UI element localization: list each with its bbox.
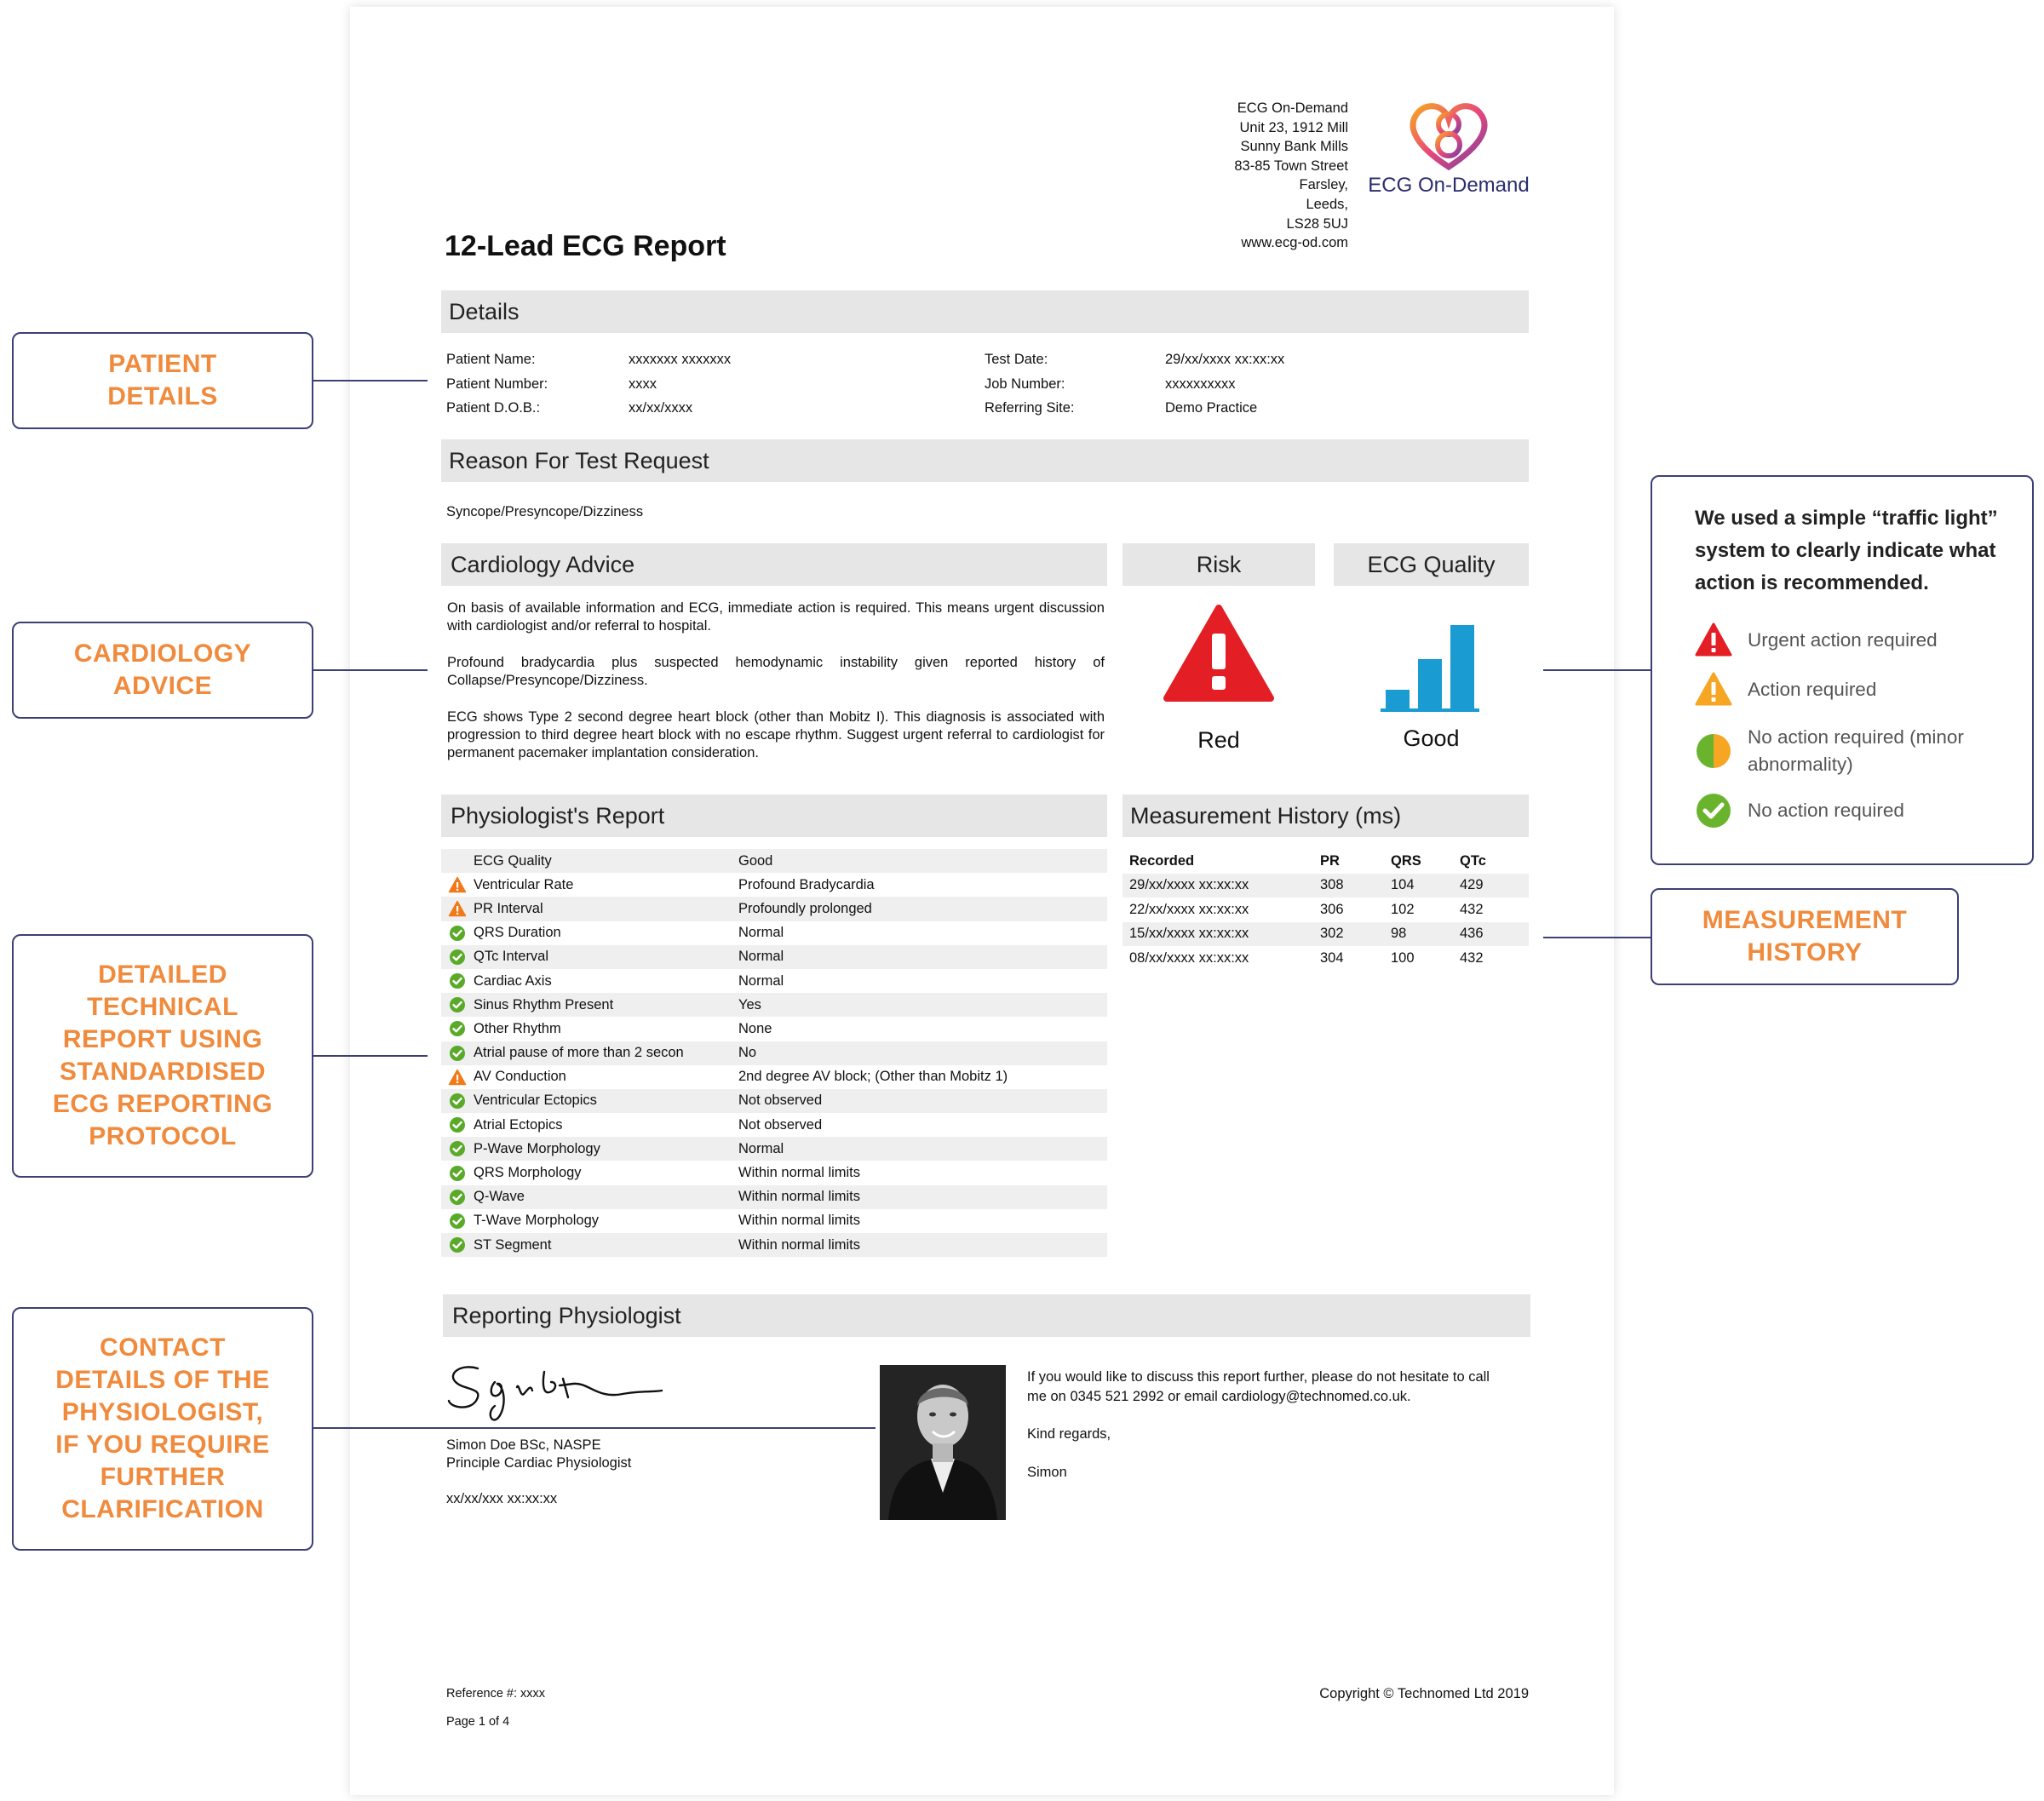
connector-line xyxy=(313,669,428,671)
history-table xyxy=(1122,849,1529,971)
status-cell xyxy=(441,849,474,873)
callout-measurement-history: MEASUREMENT HISTORY xyxy=(1651,888,1959,985)
legend-label: No action required (minor abnormality) xyxy=(1748,726,1964,775)
check-icon xyxy=(441,1093,474,1110)
status-cell xyxy=(441,873,474,897)
report-item-name: ST Segment xyxy=(474,1233,738,1257)
report-item-name: PR Interval xyxy=(474,897,738,921)
report-item-name: T-Wave Morphology xyxy=(474,1213,600,1229)
status-cell xyxy=(441,1137,474,1161)
advice-heading: Cardiology Advice xyxy=(441,543,1107,586)
half-circle-icon xyxy=(1695,732,1732,770)
detail-row xyxy=(446,347,731,372)
history-cell: 102 xyxy=(1391,901,1415,917)
address-line: Leeds, xyxy=(1306,196,1348,212)
reason-heading: Reason For Test Request xyxy=(441,439,1529,482)
legend-label: Urgent action required xyxy=(1748,629,1938,651)
detail-row xyxy=(985,347,1284,372)
status-cell xyxy=(441,993,474,1017)
table-row xyxy=(441,1161,1107,1184)
report-item-value: No xyxy=(738,1041,1107,1065)
detail-value: xxxxxxxxxx xyxy=(1165,376,1236,392)
check-icon xyxy=(441,1213,474,1230)
report-item-name: Sinus Rhythm Present xyxy=(474,993,738,1017)
table-row xyxy=(441,1185,1107,1209)
advice-paragraph: ECG shows Type 2 second degree heart block (other than Mobitz I). This diagnosis is associated with progression to third degree heart block with no escape rhythm. Suggest urgent referral to cardiologist for permanent pacemaker implantation consideration. xyxy=(447,708,1105,761)
connector-line xyxy=(1543,937,1651,938)
report-item-value: Within normal limits xyxy=(738,1165,861,1181)
history-cell: 306 xyxy=(1320,901,1344,917)
report-item-name: Q-Wave xyxy=(474,1185,738,1209)
warning-icon xyxy=(441,900,474,917)
callout-cardiology-advice: CARDIOLOGY ADVICE xyxy=(12,622,313,719)
detail-row xyxy=(446,372,731,397)
report-table xyxy=(441,849,1107,1257)
status-cell xyxy=(441,1185,474,1209)
address-line: Farsley, xyxy=(1299,177,1348,193)
physiologist-info xyxy=(446,1437,631,1508)
advice-paragraph: On basis of available information and ECG, immediate action is required. This means urgent discussion with cardiologist and/or referral to hospital. xyxy=(447,600,1105,634)
history-cell: 308 xyxy=(1320,874,1391,898)
report-page xyxy=(350,7,1614,1795)
table-row xyxy=(441,1041,1107,1065)
physiologist-role: Principle Cardiac Physiologist xyxy=(446,1455,632,1471)
report-item-value: None xyxy=(738,1020,772,1036)
detail-label: Patient Number: xyxy=(446,376,548,392)
report-item-name: AV Conduction xyxy=(474,1069,566,1085)
callout-technical-report: DETAILED TECHNICAL REPORT USING STANDARDISED ECG REPORTING PROTOCOL xyxy=(12,934,313,1178)
green-check-icon xyxy=(1695,792,1732,829)
table-row xyxy=(441,1113,1107,1137)
column-header: QTc xyxy=(1460,852,1486,869)
table-row xyxy=(441,849,1107,873)
report-item-name: ECG Quality xyxy=(474,849,738,873)
report-item-value: Yes xyxy=(738,993,1107,1017)
connector-line xyxy=(1543,669,1651,671)
history-cell: 15/xx/xxxx xx:xx:xx xyxy=(1122,922,1320,947)
logo-heart-icon xyxy=(1364,92,1534,174)
reason-text: Syncope/Presyncope/Dizziness xyxy=(446,504,644,519)
report-item-name: Ventricular Rate xyxy=(474,876,574,892)
history-cell: 08/xx/xxxx xx:xx:xx xyxy=(1129,949,1249,966)
legend-item-action xyxy=(1695,671,1876,708)
status-cell xyxy=(441,897,474,921)
status-cell xyxy=(441,921,474,945)
history-cell: 22/xx/xxxx xx:xx:xx xyxy=(1129,901,1249,917)
red-warning-icon xyxy=(1695,622,1732,659)
status-cell xyxy=(441,1065,474,1089)
table-row xyxy=(441,921,1107,945)
orange-warning-icon xyxy=(1695,671,1732,708)
status-cell xyxy=(441,1233,474,1257)
table-row xyxy=(441,945,1107,969)
address-line: Unit 23, 1912 Mill xyxy=(1239,119,1348,135)
detail-value: 29/xx/xxxx xx:xx:xx xyxy=(1165,352,1285,367)
company-address xyxy=(1159,99,1348,253)
callout-patient-details: PATIENT DETAILS xyxy=(12,332,313,429)
detail-label: Patient Name: xyxy=(446,352,536,367)
connector-line xyxy=(313,380,428,381)
connector-line xyxy=(313,1055,428,1057)
check-icon xyxy=(441,972,474,989)
history-heading: Measurement History (ms) xyxy=(1122,794,1529,837)
column-header: QRS xyxy=(1391,852,1421,869)
detail-row xyxy=(985,372,1284,397)
table-row xyxy=(1122,946,1529,971)
physiologist-name: Simon Doe BSc, NASPE xyxy=(446,1437,601,1453)
detail-label: Job Number: xyxy=(985,376,1065,392)
reference-number: Reference #: xxxx xyxy=(446,1687,546,1701)
traffic-light-legend xyxy=(1651,475,2034,865)
address-line: www.ecg-od.com xyxy=(1241,235,1348,251)
copyright: Copyright © Technomed Ltd 2019 xyxy=(1319,1686,1529,1701)
quality-heading: ECG Quality xyxy=(1334,543,1529,586)
report-item-value: Profound Bradycardia xyxy=(738,876,875,892)
risk-warning-icon xyxy=(1163,603,1274,705)
report-item-name: Atrial pause of more than 2 secon xyxy=(474,1041,738,1065)
detail-row xyxy=(985,396,1284,421)
table-row xyxy=(441,897,1107,921)
history-cell: 436 xyxy=(1460,922,1529,947)
report-item-name: Other Rhythm xyxy=(474,1020,561,1036)
report-item-name: QRS Duration xyxy=(474,925,561,941)
check-icon xyxy=(441,1165,474,1182)
report-item-value: Within normal limits xyxy=(738,1233,1107,1257)
history-cell: 100 xyxy=(1391,949,1415,966)
regards-text: Kind regards, xyxy=(1027,1426,1111,1443)
table-row xyxy=(441,1065,1107,1089)
report-item-value: Within normal limits xyxy=(738,1185,1107,1209)
history-cell: 29/xx/xxxx xx:xx:xx xyxy=(1122,874,1320,898)
status-cell xyxy=(441,1209,474,1233)
check-icon xyxy=(441,1020,474,1037)
table-row xyxy=(1122,922,1529,947)
risk-heading: Risk xyxy=(1122,543,1315,586)
report-item-value: Not observed xyxy=(738,1089,1107,1113)
report-item-value: Not observed xyxy=(738,1116,823,1133)
status-cell xyxy=(441,1089,474,1113)
status-cell xyxy=(441,945,474,969)
status-cell xyxy=(441,1017,474,1041)
report-item-name: QTc Interval xyxy=(474,945,738,969)
table-row xyxy=(441,873,1107,897)
address-line: LS28 5UJ xyxy=(1286,215,1348,232)
check-icon xyxy=(441,996,474,1013)
table-row xyxy=(441,1137,1107,1161)
report-item-name: QRS Morphology xyxy=(474,1165,582,1181)
message-text: If you would like to discuss this report further, please do not hesitate to call me on 0345 521 2992 or email cardiology@technomed.co.uk. xyxy=(1027,1369,1490,1404)
legend-item-minor xyxy=(1695,724,2001,778)
check-icon xyxy=(441,1236,474,1253)
detail-label: Patient D.O.B.: xyxy=(446,400,541,416)
column-header: Recorded xyxy=(1129,852,1195,869)
callout-contact-details: CONTACT DETAILS OF THE PHYSIOLOGIST, IF YOU REQUIRE FURTHER CLARIFICATION xyxy=(12,1307,313,1551)
history-cell: 104 xyxy=(1391,874,1460,898)
report-item-value: Normal xyxy=(738,925,784,941)
address-line: ECG On-Demand xyxy=(1237,100,1348,116)
history-cell: 304 xyxy=(1320,949,1344,966)
history-cell: 429 xyxy=(1460,874,1529,898)
physiologist-photo xyxy=(880,1365,1006,1520)
report-item-value: Within normal limits xyxy=(738,1213,861,1229)
signoff-text: Simon xyxy=(1027,1464,1067,1480)
report-item-name: Cardiac Axis xyxy=(474,972,552,989)
physiologist-message xyxy=(1027,1368,1504,1482)
page-number: Page 1 of 4 xyxy=(446,1715,510,1729)
status-cell xyxy=(441,1041,474,1065)
signature-image xyxy=(444,1356,665,1425)
legend-title: We used a simple “traffic light” system to clearly indicate what action is recommended. xyxy=(1695,507,1998,594)
detail-label: Referring Site: xyxy=(985,400,1075,416)
status-cell xyxy=(441,1161,474,1184)
check-icon xyxy=(441,1189,474,1206)
logo-text: ECG On-Demand xyxy=(1368,174,1530,197)
check-icon xyxy=(441,949,474,966)
legend-label: Action required xyxy=(1748,679,1877,700)
details-right xyxy=(985,347,1284,421)
advice-paragraph: Profound bradycardia plus suspected hemodynamic instability given reported history of Collapse/Presyncope/Dizziness. xyxy=(447,654,1105,689)
detail-value: Demo Practice xyxy=(1165,400,1258,416)
check-icon xyxy=(441,925,474,942)
address-line: 83-85 Town Street xyxy=(1234,158,1348,174)
report-item-value: Normal xyxy=(738,945,1107,969)
detail-label: Test Date: xyxy=(985,352,1048,367)
legend-label: No action required xyxy=(1748,800,1904,821)
status-cell xyxy=(441,969,474,993)
quality-value: Good xyxy=(1403,726,1460,751)
details-heading: Details xyxy=(441,290,1529,333)
table-row xyxy=(441,1233,1107,1257)
detail-value: xx/xx/xxxx xyxy=(629,400,693,416)
advice-text xyxy=(447,599,1105,763)
check-icon xyxy=(441,1116,474,1133)
report-heading: Physiologist's Report xyxy=(441,794,1107,837)
status-cell xyxy=(441,1113,474,1137)
table-row xyxy=(441,1209,1107,1233)
table-row xyxy=(1122,898,1529,922)
report-item-name: Atrial Ectopics xyxy=(474,1116,563,1133)
warning-icon xyxy=(441,1069,474,1086)
report-item-value: Normal xyxy=(738,1137,1107,1161)
warning-icon xyxy=(441,876,474,893)
table-row xyxy=(441,993,1107,1017)
history-cell: 98 xyxy=(1391,922,1460,947)
table-row xyxy=(1122,874,1529,898)
legend-item-urgent xyxy=(1695,622,1938,659)
history-cell: 432 xyxy=(1460,949,1484,966)
report-title: 12-Lead ECG Report xyxy=(445,230,726,262)
history-cell: 432 xyxy=(1460,901,1484,917)
report-item-name: P-Wave Morphology xyxy=(474,1137,738,1161)
column-header: PR xyxy=(1320,852,1340,869)
risk-value: Red xyxy=(1197,727,1240,753)
physiologist-heading: Reporting Physiologist xyxy=(443,1294,1530,1337)
connector-line xyxy=(313,1427,876,1429)
check-icon xyxy=(441,1140,474,1157)
history-header-row xyxy=(1122,849,1529,874)
details-left xyxy=(446,347,731,421)
signal-bars-icon xyxy=(1381,618,1483,714)
report-item-value: 2nd degree AV block; (Other than Mobitz 1) xyxy=(738,1069,1008,1085)
detail-value: xxxxxxx xxxxxxx xyxy=(629,352,732,367)
person-photo-icon xyxy=(880,1365,1006,1520)
logo xyxy=(1364,92,1534,203)
address-line: Sunny Bank Mills xyxy=(1240,139,1348,155)
table-row xyxy=(441,1017,1107,1041)
table-row xyxy=(441,1089,1107,1113)
report-item-value: Good xyxy=(738,849,1107,873)
report-item-value: Normal xyxy=(738,972,784,989)
check-icon xyxy=(441,1045,474,1062)
legend-item-none xyxy=(1695,792,1904,829)
history-cell: 302 xyxy=(1320,922,1391,947)
report-item-name: Ventricular Ectopics xyxy=(474,1089,738,1113)
detail-row xyxy=(446,396,731,421)
physiologist-datetime: xx/xx/xxx xx:xx:xx xyxy=(446,1491,558,1506)
report-item-value: Profoundly prolonged xyxy=(738,897,1107,921)
detail-value: xxxx xyxy=(629,376,657,392)
table-row xyxy=(441,969,1107,993)
